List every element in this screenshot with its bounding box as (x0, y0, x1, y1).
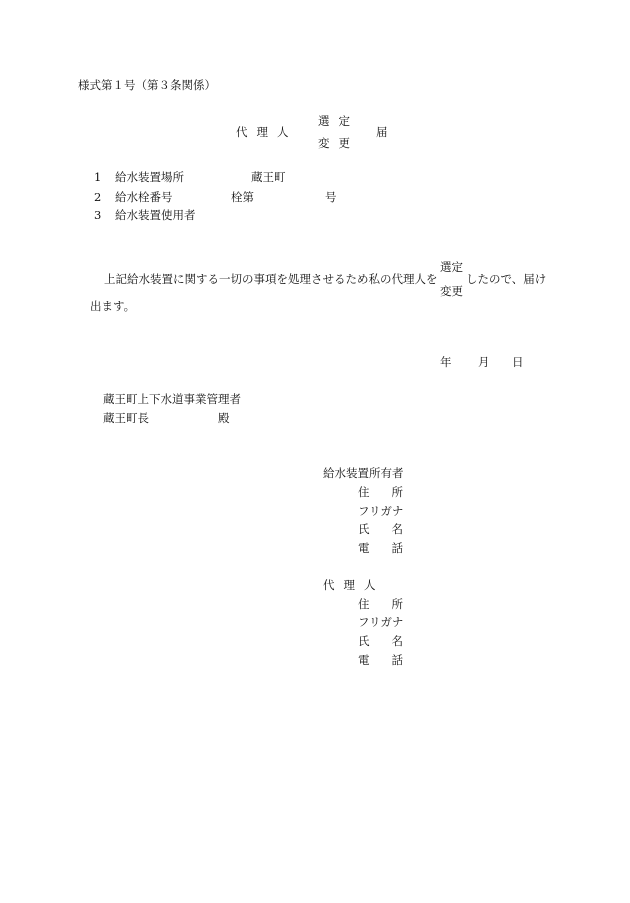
date-month: 月 (478, 355, 490, 369)
body-text-line1-tail: したので、届け (466, 272, 547, 286)
item-stopcock-number (94, 192, 173, 204)
date-day: 日 (512, 355, 524, 369)
item-label: 給水装置場所 (115, 170, 184, 184)
title-agent: 代理人 (236, 125, 298, 139)
form-number: 様式第１号（第３条関係） (78, 78, 216, 92)
body-option-change: 変更 (440, 284, 463, 298)
title-option-change: 変更 (318, 136, 359, 150)
title-option-select: 選定 (318, 114, 359, 128)
owner-field-phone: 電話 (358, 541, 425, 555)
item-supply-location (94, 172, 184, 184)
item-number: 3 (94, 208, 102, 222)
body-option-select: 選定 (440, 260, 463, 274)
agent-heading: 代理人 (323, 578, 385, 592)
owner-field-name: 氏名 (358, 522, 425, 536)
agent-field-furigana: フリガナ (358, 615, 404, 629)
owner-field-address: 住所 (358, 485, 425, 499)
item-number: 2 (94, 190, 102, 204)
addressee-line2: 蔵王町長 (103, 411, 149, 425)
agent-field-phone: 電話 (358, 653, 425, 667)
stopcock-prefix: 栓第 (231, 190, 254, 204)
item-supply-location-value: 蔵王町 (251, 170, 286, 184)
date-year: 年 (440, 355, 452, 369)
addressee-line1: 蔵王町上下水道事業管理者 (103, 392, 241, 406)
item-device-user (94, 210, 196, 222)
item-number: 1 (94, 170, 102, 184)
body-text-line2: 出ます。 (90, 299, 136, 313)
stopcock-number-suffix: 号 (325, 190, 337, 204)
owner-field-furigana: フリガナ (358, 504, 404, 518)
item-label: 給水栓番号 (115, 190, 173, 204)
item-label: 給水装置使用者 (115, 208, 196, 222)
addressee-honorific: 殿 (218, 411, 230, 425)
owner-heading: 給水装置所有者 (323, 466, 404, 480)
title-notice: 届 (376, 125, 388, 139)
body-text-line1: 上記給水装置に関する一切の事項を処理させるため私の代理人を (104, 272, 438, 286)
agent-field-address: 住所 (358, 597, 425, 611)
agent-field-name: 氏名 (358, 634, 425, 648)
